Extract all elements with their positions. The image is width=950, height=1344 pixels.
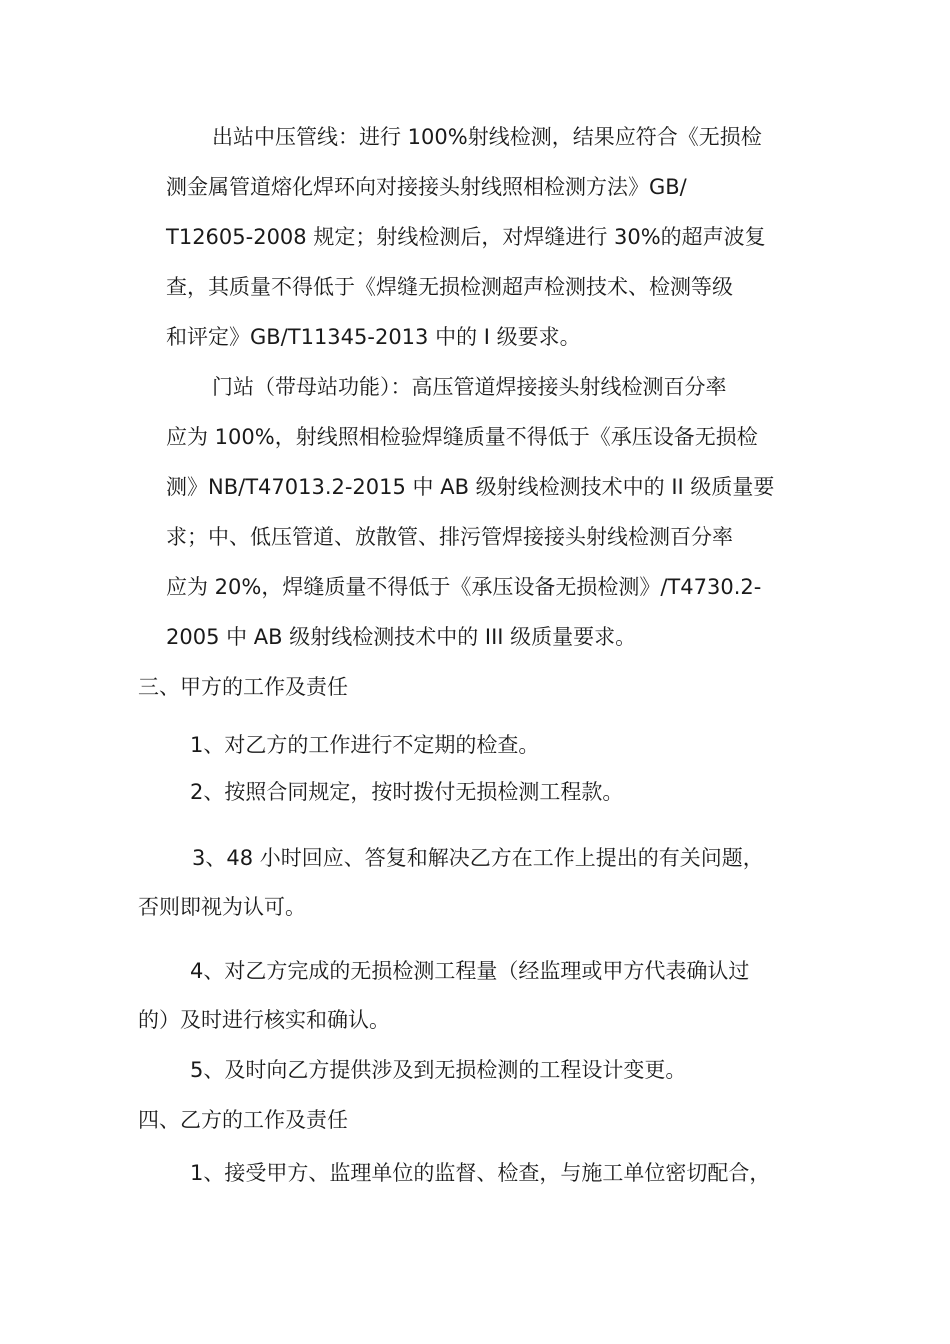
paragraph-line: 2005 中 AB 级射线检测技术中的 III 级质量要求。 xyxy=(166,625,637,649)
paragraph-line: T12605-2008 规定；射线检测后，对焊缝进行 30%的超声波复 xyxy=(166,225,766,249)
list-item: 3、48 小时回应、答复和解决乙方在工作上提出的有关问题， xyxy=(192,846,764,870)
paragraph-line: 求；中、低压管道、放散管、排污管焊接接头射线检测百分率 xyxy=(166,525,733,549)
section-heading: 四、乙方的工作及责任 xyxy=(138,1108,348,1132)
list-item-continuation: 否则即视为认可。 xyxy=(138,895,306,919)
paragraph-line: 查，其质量不得低于《焊缝无损检测超声检测技术、检测等级 xyxy=(166,275,733,299)
paragraph-line: 测》NB/T47013.2-2015 中 AB 级射线检测技术中的 II 级质量要 xyxy=(166,475,775,499)
list-item: 5、及时向乙方提供涉及到无损检测的工程设计变更。 xyxy=(190,1058,687,1082)
paragraph-line: 门站（带母站功能）：高压管道焊接接头射线检测百分率 xyxy=(212,375,727,399)
paragraph-line: 应为 100%，射线照相检验焊缝质量不得低于《承压设备无损检 xyxy=(166,425,758,449)
list-item: 2、按照合同规定，按时拨付无损检测工程款。 xyxy=(190,780,624,804)
list-item: 1、接受甲方、监理单位的监督、检查，与施工单位密切配合， xyxy=(190,1161,771,1185)
section-heading: 三、甲方的工作及责任 xyxy=(138,675,348,699)
list-item: 1、对乙方的工作进行不定期的检查。 xyxy=(190,733,540,757)
list-item-continuation: 的）及时进行核实和确认。 xyxy=(138,1008,390,1032)
paragraph-line: 和评定》GB/T11345-2013 中的 I 级要求。 xyxy=(166,325,581,349)
list-item: 4、对乙方完成的无损检测工程量（经监理或甲方代表确认过 xyxy=(190,959,750,983)
paragraph-line: 测金属管道熔化焊环向对接接头射线照相检测方法》GB/ xyxy=(166,175,687,199)
paragraph-line: 出站中压管线：进行 100%射线检测，结果应符合《无损检 xyxy=(212,125,762,149)
paragraph-line: 应为 20%，焊缝质量不得低于《承压设备无损检测》/T4730.2- xyxy=(166,575,762,599)
